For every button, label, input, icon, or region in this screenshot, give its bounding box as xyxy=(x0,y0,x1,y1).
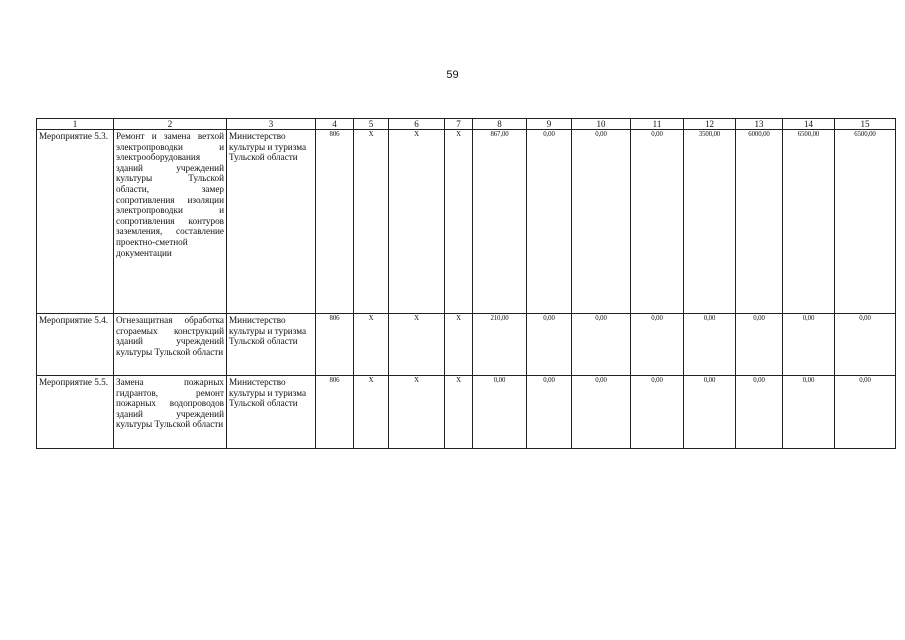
activity-name: Мероприятие 5.5. xyxy=(37,376,114,449)
table-row xyxy=(37,130,896,314)
table-cell: X xyxy=(354,314,389,376)
table-cell: X xyxy=(389,130,445,314)
table-cell: 3500,00 xyxy=(684,130,736,314)
table-cell: 0,00 xyxy=(631,314,684,376)
table-cell: X xyxy=(445,376,473,449)
column-header: 10 xyxy=(572,119,631,130)
activities-table xyxy=(36,118,896,449)
table-cell: 0,00 xyxy=(527,376,572,449)
column-header: 1 xyxy=(37,119,114,130)
table-cell: X xyxy=(354,376,389,449)
table-cell: 0,00 xyxy=(835,376,896,449)
table-cell: 6500,00 xyxy=(835,130,896,314)
table-cell: 0,00 xyxy=(473,376,527,449)
table-cell: 0,00 xyxy=(572,376,631,449)
table-cell: 0,00 xyxy=(631,376,684,449)
column-header: 9 xyxy=(527,119,572,130)
activity-description: Замена пожарных гидрантов, ремонт пожарных водопроводов зданий учреждений культуры Тульской области xyxy=(114,376,227,449)
header-row xyxy=(37,119,896,130)
responsible-organization: Министерство культуры и туризма Тульской области xyxy=(227,376,316,449)
table-cell: X xyxy=(445,314,473,376)
table-cell: 6000,00 xyxy=(736,130,783,314)
table-cell: 806 xyxy=(316,376,354,449)
column-header: 5 xyxy=(354,119,389,130)
table-cell: 0,00 xyxy=(835,314,896,376)
column-header: 13 xyxy=(736,119,783,130)
activity-name: Мероприятие 5.3. xyxy=(37,130,114,314)
table-row xyxy=(37,314,896,376)
table-cell: X xyxy=(445,130,473,314)
table-cell: 867,00 xyxy=(473,130,527,314)
column-header: 3 xyxy=(227,119,316,130)
column-header: 8 xyxy=(473,119,527,130)
table-cell: 0,00 xyxy=(736,314,783,376)
column-header: 7 xyxy=(445,119,473,130)
column-header: 2 xyxy=(114,119,227,130)
column-header: 14 xyxy=(783,119,835,130)
table-cell: 6500,00 xyxy=(783,130,835,314)
table-cell: 0,00 xyxy=(783,376,835,449)
table-cell: 0,00 xyxy=(527,314,572,376)
table-cell: 806 xyxy=(316,130,354,314)
responsible-organization: Министерство культуры и туризма Тульской области xyxy=(227,314,316,376)
activity-name: Мероприятие 5.4. xyxy=(37,314,114,376)
table-cell: 0,00 xyxy=(631,130,684,314)
table-cell: X xyxy=(389,376,445,449)
table-cell: 0,00 xyxy=(783,314,835,376)
activity-description: Огнезащитная обработка сгораемых конструкций зданий учреждений культуры Тульской области xyxy=(114,314,227,376)
table-cell: 0,00 xyxy=(572,314,631,376)
table-cell: 210,00 xyxy=(473,314,527,376)
table-cell: 0,00 xyxy=(684,376,736,449)
table-cell: X xyxy=(389,314,445,376)
column-header: 6 xyxy=(389,119,445,130)
table-cell: 0,00 xyxy=(572,130,631,314)
table-cell: 806 xyxy=(316,314,354,376)
column-header: 11 xyxy=(631,119,684,130)
table-row xyxy=(37,376,896,449)
column-header: 15 xyxy=(835,119,896,130)
activity-description: Ремонт и замена ветхой электропроводки и электрооборудования зданий учреждений культуры Тульской области, замер сопротивления изоляции электропроводки и сопротивления контуров заземления, составление проектно-сметной документации xyxy=(114,130,227,314)
table-cell: 0,00 xyxy=(736,376,783,449)
table-cell: 0,00 xyxy=(684,314,736,376)
table-cell: 0,00 xyxy=(527,130,572,314)
column-header: 4 xyxy=(316,119,354,130)
table-cell: X xyxy=(354,130,389,314)
column-header: 12 xyxy=(684,119,736,130)
page-number: 59 xyxy=(446,69,459,81)
responsible-organization: Министерство культуры и туризма Тульской области xyxy=(227,130,316,314)
